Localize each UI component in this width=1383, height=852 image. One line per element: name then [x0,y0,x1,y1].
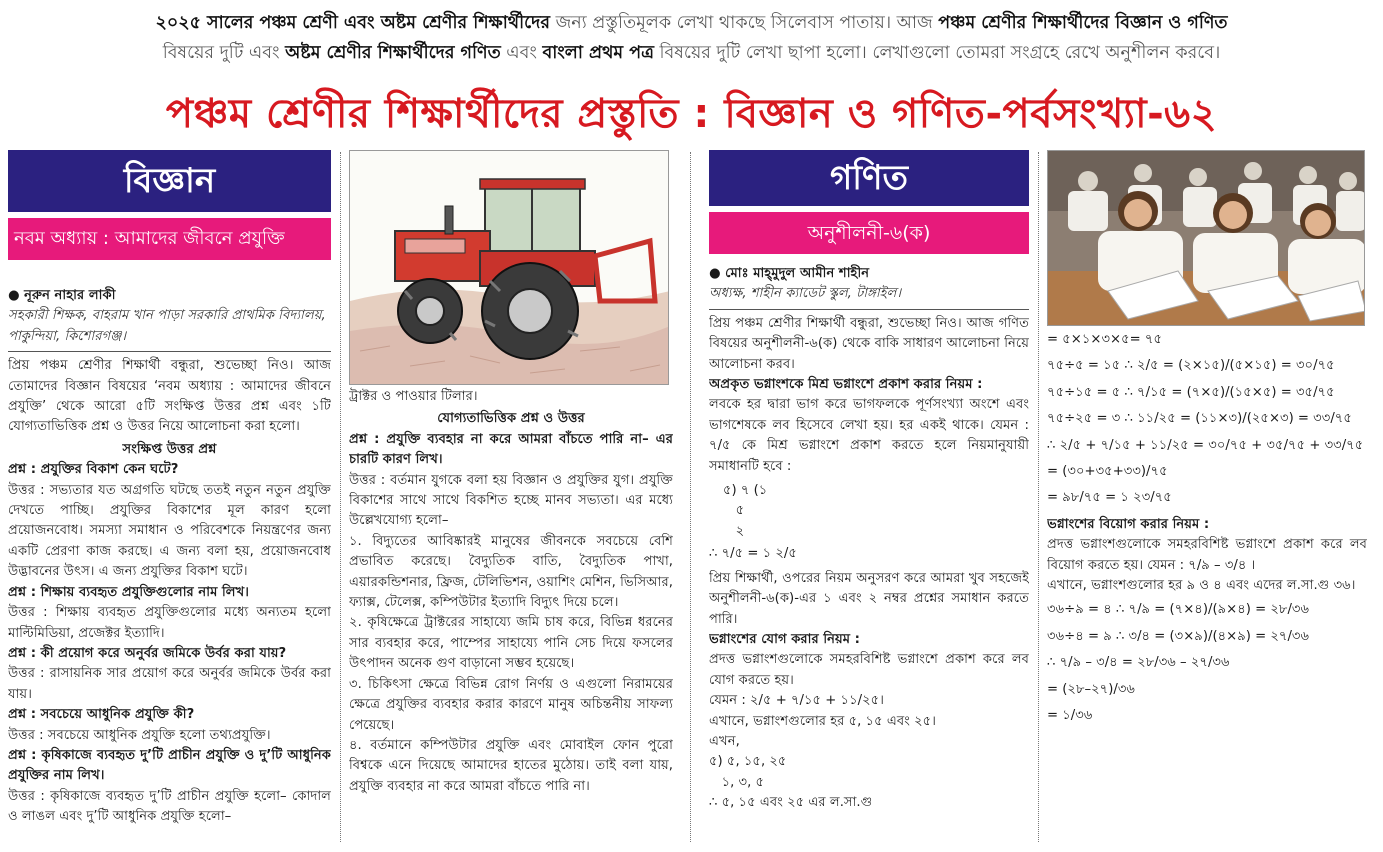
image-caption: ট্রাক্টর ও পাওয়ার টিলার। [349,389,478,404]
students-photo-image [1048,151,1365,326]
science-author: ● নূরুন নাহার লাকী [8,288,116,303]
math-line: ৭৫÷১৫ = ৫ ∴ ৭/১৫ = (৭×৫)/(১৫×৫) = ৩৫/৭৫ [1047,384,1335,400]
lcm-working [709,752,1029,793]
science-column-2 [349,150,673,850]
science-question: প্রশ্ন : কৃষিকাজে ব্যবহৃত দু’টি প্রাচীন প্রযুক্তি ও দু’টি আধুনিক প্রযুক্তির নাম লিখ। [8,747,331,784]
science-chapter: নবম অধ্যায় : আমাদের জীবনে প্রযুক্তি [8,218,331,260]
competency-answer-points [349,532,673,797]
science-question: প্রশ্ন : শিক্ষায় ব্যবহৃত প্রযুক্তিগুলোর নাম লিখ। [8,584,249,600]
intro-run: পঞ্চম শ্রেণীর শিক্ষার্থীদের বিজ্ঞান ও গণিত [938,13,1228,33]
intro-line-2 [0,38,1383,68]
math-line: ∴ ২/৫ + ৭/১৫ + ১১/২৫ = ৩০/৭৫ + ৩৫/৭৫ + ৩৩/৭৫ [1047,437,1364,453]
science-question: প্রশ্ন : সবচেয়ে আধুনিক প্রযুক্তি কী? [8,707,195,723]
addition-solution [1047,330,1367,509]
intro-run: এবং [500,43,543,63]
intro-run: অষ্টম শ্রেণীর শিক্ষার্থীদের গণিত [285,43,501,63]
answer-point: ১. বিদ্যুতের আবিষ্কারই মানুষের জীবনকে সবচেয়ে বেশি প্রভাবিত করেছে। বৈদ্যুতিক বাতি, বৈদ্যুতিক পাখা, এয়ারকন্ডিশনার, ফ্রিজ, টেলিভিশন, ওয়াশিং মেশিন, ভিসিআর, ফ্যাক্স, টেলেক্স, কম্পিউটার ইত্যাদি বিদ্যুৎ দিয়ে চলে। [349,533,673,611]
science-answer: উত্তর : শিক্ষায় ব্যবহৃত প্রযুক্তিগুলোর মধ্যে অন্যতম হলো মাল্টিমিডিয়া, প্রজেক্টর ইত্যাদি। [8,605,331,641]
science-banner: বিজ্ঞান [8,150,331,212]
students-photo [1047,150,1365,326]
denominators-note: এখানে, ভগ্নাংশগুলোর হর ৫, ১৫ এবং ২৫। [709,713,936,729]
lcm-line: ৫) ৫, ১৫, ২৫ [709,754,787,770]
science-qa-list [8,460,331,827]
rule3-title: ভগ্নাংশের বিয়োগ করার নিয়ম : [1047,516,1210,532]
rule1-title: অপ্রকৃত ভগ্নাংশকে মিশ্র ভগ্নাংশে প্রকাশ করার নিয়ম : [709,377,983,393]
intro-run: ২০২৫ সালের পঞ্চম শ্রেণী এবং অষ্টম শ্রেণীর শিক্ষার্থীদের [155,13,550,33]
intro-text [0,8,1383,68]
science-question: প্রশ্ন : কী প্রয়োগ করে অনুর্বর জমিকে উর্বর করা যায়? [8,645,287,661]
science-answer: উত্তর : কৃষিকাজে ব্যবহৃত দু’টি প্রাচীন প্রযুক্তি হলো– কোদাল ও লাঙল এবং দু’টি আধুনিক প্রযুক্তি হলো– [8,788,331,825]
math-line: ৭৫÷৫ = ১৫ ∴ ২/৫ = (২×১৫)/(৫×১৫) = ৩০/৭৫ [1047,358,1335,374]
science-affiliation: সহকারী শিক্ষক, বাহরাম খান পাড়া সরকারি প্রাথমিক বিদ্যালয়, পাকুন্দিয়া, কিশোরগঞ্জ। [8,306,331,352]
intro-run: বিষয়ের দুটি এবং [162,43,286,63]
science-answer: উত্তর : রাসায়নিক সার প্রয়োগ করে অনুর্বর জমিকে উর্বর করা যায়। [8,666,331,702]
competency-heading: যোগ্যতাভিত্তিক প্রশ্ন ও উত্তর [437,411,585,427]
math-line: = (৩০+৩৫+৩৩)/৭৫ [1047,464,1168,480]
result1: ∴ ৭/৫ = ১ ২/৫ [709,546,797,562]
intro-run: বাংলা প্রথম পত্র [542,43,654,63]
answer-point: ২. কৃষিক্ষেত্রে ট্রাক্টরের সাহায্যে জমি চাষ করে, বিভিন্ন ধরনের সার ব্যবহার করে, পাম্পের সাহায্যে পানি সেচ দিয়ে ফসলের উৎপাদন অনেক গুণ বাড়ানো সম্ভব হয়েছে। [349,615,673,672]
answer-point: ৪. বর্তমানে কম্পিউটার প্রযুক্তি এবং মোবাইল ফোন পুরো বিশ্বকে এনে দিয়েছে আমাদের হাতের মুঠোয়। তাই বলা যায়, প্রযুক্তি ব্যবহার না করে আমরা বাঁচতে পারি না। [349,737,673,794]
science-column [8,150,331,850]
math-banner: গণিত [709,150,1029,206]
short-answer-heading: সংক্ষিপ্ত উত্তর প্রশ্ন [122,441,217,457]
science-answer: উত্তর : সবচেয়ে আধুনিক প্রযুক্তি হলো তথ্যপ্রযুক্তি। [8,727,271,743]
subtraction-lcm-note: এখানে, ভগ্নাংশগুলোর হর ৯ ও ৪ এবং এদের ল.সা.গু ৩৬। [1047,578,1356,594]
intro-run: জন্য প্রস্তুতিমূলক লেখা থাকছে সিলেবাস পাতায়। আজ [550,13,939,33]
rule2-title: ভগ্নাংশের যোগ করার নিয়ম : [709,631,860,647]
math-column-2 [1047,150,1367,850]
math-affiliation: অধ্যক্ষ, শাহীন ক্যাডেট স্কুল, টাঙ্গাইল। [709,284,1029,309]
addition-example: যেমন : ২/৫ + ৭/১৫ + ১১/২৫। [709,693,884,709]
science-answer: উত্তর : সভ্যতার যত অগ্রগতি ঘটছে ততই নতুন নতুন প্রযুক্তি দেখতে পাচ্ছি। প্রযুক্তির বিকাশের মূল কারণ হলো প্রয়োজনবোধ। সমস্যা সমাধান ও পরিবেশকে নিয়ন্ত্রণের জন্য একটি প্রেরণা কাজ করছে। এ জন্য বলা হয়, প্রয়োজনবোধ উদ্ভাবনের উৎস। এ জন্য প্রযুক্তির বিকাশ ঘটে। [8,482,331,580]
competency-question: প্রশ্ন : প্রযুক্তি ব্যবহার না করে আমরা বাঁচতে পারি না– এর চারটি কারণ লিখ। [349,431,673,468]
rule2-text: প্রদত্ত ভগ্নাংশগুলোকে সমহরবিশিষ্ট ভগ্নাংশে প্রকাশ করে লব যোগ করতে হয়। [709,652,1029,688]
tractor-illustration [349,150,669,385]
column-divider [690,152,691,842]
math-line: = (২৮–২৭)/৩৬ [1047,681,1135,697]
intro-line-1 [0,8,1383,38]
math-line: = ৫×১×৩×৫= ৭৫ [1047,332,1163,347]
competency-answer-intro: উত্তর : বর্তমান যুগকে বলা হয় বিজ্ঞান ও প্রযুক্তির যুগ। প্রযুক্তি বিকাশের সাথে সাথে বিকশিত হচ্ছে মানব সভ্যতা। এর মধ্যে উল্লেখযোগ্য হলো– [349,472,673,529]
math-column [709,150,1029,850]
math-line: = ১/৩৬ [1047,708,1093,724]
now-label: এখন, [709,733,740,749]
math-line: ৩৬÷৯ = ৪ ∴ ৭/৯ = (৭×৪)/(৯×৪) = ২৮/৩৬ [1047,602,1310,618]
math-para2: প্রিয় শিক্ষার্থী, ওপরের নিয়ম অনুসরণ করে আমরা খুব সহজেই অনুশীলনী-৬(ক)-এর ১ এবং ২ নম্বর প্রশ্নের সমাধান করতে পারি। [709,570,1029,627]
math-line: ∴ ৭/৯ – ৩/৪ = ২৮/৩৬ – ২৭/৩৬ [1047,655,1230,671]
tractor-image [350,151,669,385]
answer-point: ৩. চিকিৎসা ক্ষেত্রে বিভিন্ন রোগ নির্ণয় ও এগুলো নিরাময়ের ক্ষেত্রে প্রযুক্তির ব্যবহার করার কারণে মানুষ অচিন্তনীয় সাফল্য পেয়েছে। [349,676,673,733]
column-divider [1038,152,1039,842]
division-line: ৫) ৭ (১ [723,483,768,499]
division-working [723,481,1029,542]
column-divider [340,152,341,842]
science-question: প্রশ্ন : প্রযুক্তির বিকাশ কেন ঘটে? [8,462,179,478]
lcm-line: ১, ৩, ৫ [709,774,765,790]
division-line: ৫ [723,503,745,519]
intro-run: বিষয়ের দুটি লেখা ছাপা হলো। লেখাগুলো তোমরা সংগ্রহে রেখে অনুশীলন করবে। [653,43,1221,63]
science-intro: প্রিয় পঞ্চম শ্রেণীর শিক্ষার্থী বন্ধুরা, শুভেচ্ছা নিও। আজ তোমাদের বিজ্ঞান বিষয়ের ‘নবম অধ্যায় : আমাদের জীবনে প্রযুক্তি’ থেকে আরো ৫টি সংক্ষিপ্ত উত্তর প্রশ্ন এবং ১টি যোগ্যতাভিত্তিক প্রশ্ন ও উত্তর নিয়ে আলোচনা করা হলো। [8,358,331,435]
math-author: ● মোঃ মাহ্‌মুদুল আমীন শাহীন [709,266,870,281]
math-line: ৭৫÷২৫ = ৩ ∴ ১১/২৫ = (১১×৩)/(২৫×৩) = ৩৩/৭৫ [1047,411,1352,427]
page-headline: পঞ্চম শ্রেণীর শিক্ষার্থীদের প্রস্তুতি : বিজ্ঞান ও গণিত-পর্বসংখ্যা-৬২ [165,91,1218,137]
subtraction-solution [1047,600,1367,726]
math-exercise: অনুশীলনী-৬(ক) [709,212,1029,254]
lcm-text: ∴ ৫, ১৫ এবং ২৫ এর ল.সা.গু [709,795,873,811]
rule3-text: প্রদত্ত ভগ্নাংশগুলোকে সমহরবিশিষ্ট ভগ্নাংশে প্রকাশ করে লব বিয়োগ করতে হয়। যেমন : ৭/৯ – ৩/৪ । [1047,537,1367,573]
math-line: ৩৬÷৪ = ৯ ∴ ৩/৪ = (৩×৯)/(৪×৯) = ২৭/৩৬ [1047,628,1310,644]
math-intro: প্রিয় পঞ্চম শ্রেণীর শিক্ষার্থী বন্ধুরা, শুভেচ্ছা নিও। আজ গণিত বিষয়ের অনুশীলনী-৬(ক) থেকে বাকি সাধারণ আলোচনা নিয়ে আলোচনা করব। [709,315,1029,372]
math-line: = ৯৮/৭৫ = ১ ২৩/৭৫ [1047,490,1172,506]
division-line: ২ [723,523,745,539]
rule1-text: লবকে হর দ্বারা ভাগ করে ভাগফলকে পূর্ণসংখ্যা অংশে এবং ভাগশেষকে লব হিসেবে লেখা হয়। হর একই থাকে। যেমন : ৭/৫ কে মিশ্র ভগ্নাংশে প্রকাশ করতে হলে নিয়মানুযায়ী সমাধানটি হবে : [709,397,1029,474]
